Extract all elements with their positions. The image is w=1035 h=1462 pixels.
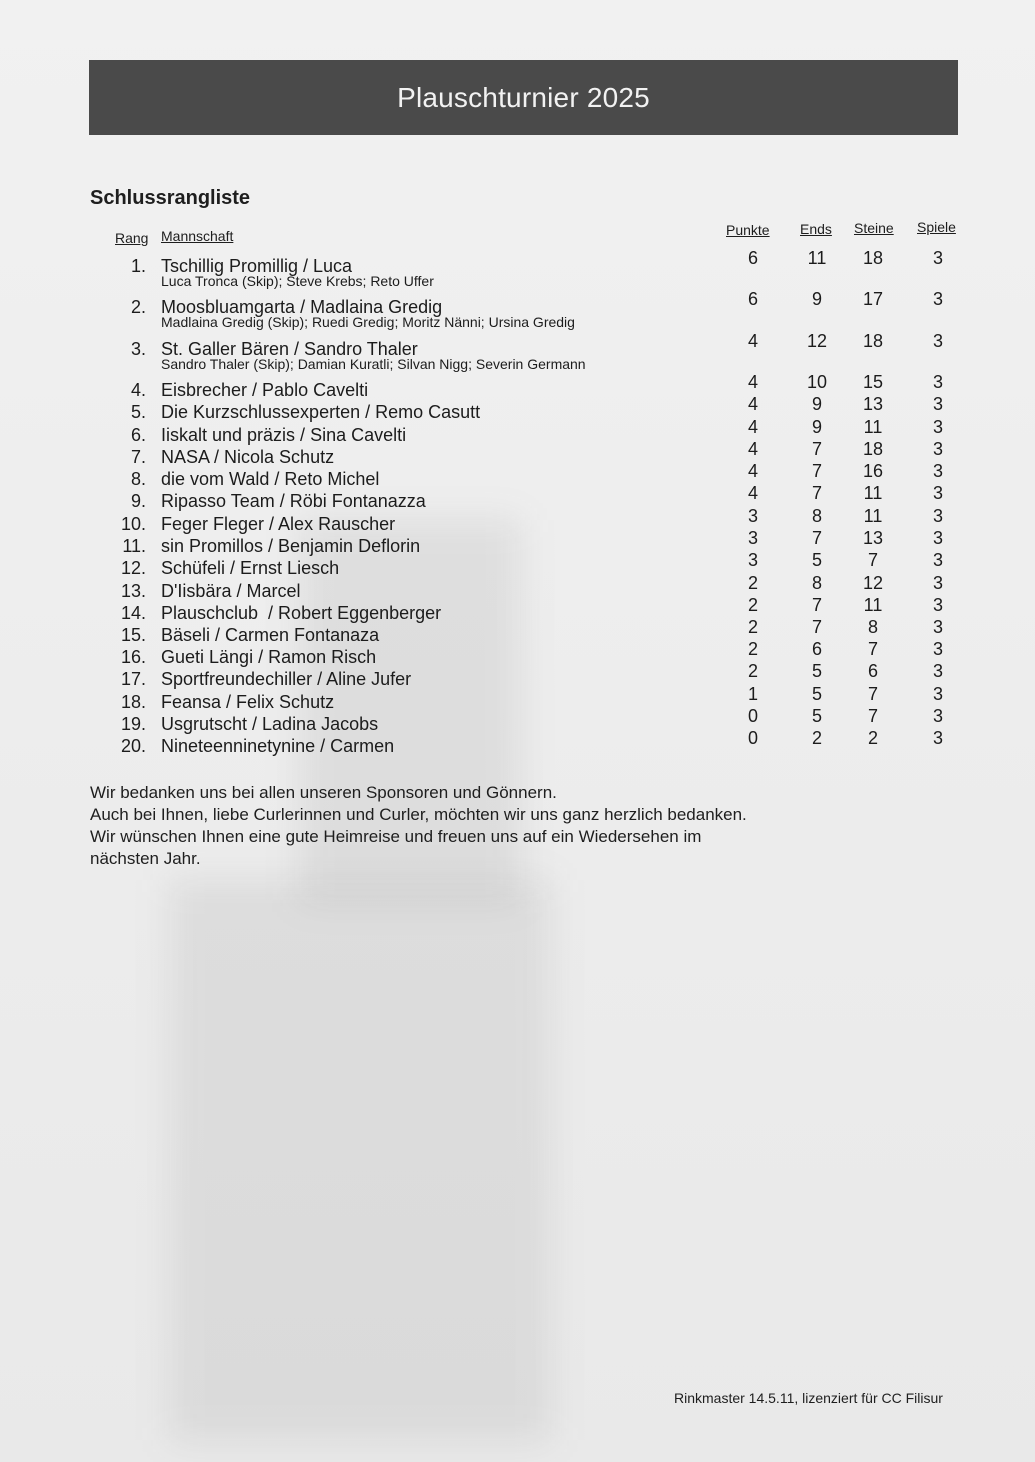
team-name: Sportfreundechiller / Aline Jufer (161, 669, 412, 689)
games-cell: 3 (932, 461, 943, 481)
games-cell: 3 (932, 394, 943, 414)
stones-cell: 17 (862, 289, 884, 309)
ends-cell: 8 (811, 573, 822, 593)
stones-cell: 7 (867, 684, 878, 704)
team-name: Tschillig Promillig / Luca (161, 256, 353, 276)
stones-cell: 15 (862, 372, 884, 392)
team-name: NASA / Nicola Schutz (161, 447, 335, 467)
points-cell: 4 (747, 439, 758, 459)
rank-cell: 9. (130, 491, 146, 511)
games-cell: 3 (932, 483, 943, 503)
thanks-line: Wir wünschen Ihnen eine gute Heimreise und freuen uns auf ein Wiedersehen im (90, 827, 702, 846)
column-header-games: Spiele (917, 219, 956, 235)
stones-cell: 16 (862, 461, 884, 481)
rank-cell: 5. (130, 402, 146, 422)
games-cell: 3 (932, 661, 943, 681)
stones-cell: 11 (863, 483, 883, 503)
stones-cell: 7 (867, 639, 878, 659)
team-name: Gueti Längi / Ramon Risch (161, 647, 377, 667)
team-name: Moosbluamgarta / Madlaina Gredig (161, 297, 443, 317)
team-name: Plauschclub / Robert Eggenberger (161, 603, 442, 623)
table-row (0, 248, 1035, 289)
points-cell: 3 (747, 550, 758, 570)
points-cell: 2 (747, 661, 758, 681)
games-cell: 3 (932, 684, 943, 704)
games-cell: 3 (932, 528, 943, 548)
thanks-line: Wir bedanken uns bei allen unseren Sponsoren und Gönnern. (90, 783, 557, 802)
rank-cell: 12. (120, 558, 146, 578)
games-cell: 3 (932, 331, 943, 351)
games-cell: 3 (932, 439, 943, 459)
rank-cell: 3. (130, 339, 146, 359)
team-name: Feger Fleger / Alex Rauscher (161, 514, 396, 534)
ends-cell: 5 (811, 684, 822, 704)
points-cell: 6 (747, 289, 758, 309)
column-header-points: Punkte (726, 222, 770, 238)
table-row (0, 331, 1035, 372)
stones-cell: 18 (862, 248, 884, 268)
rank-cell: 16. (120, 647, 146, 667)
stones-cell: 7 (867, 550, 878, 570)
ends-cell: 6 (811, 639, 822, 659)
games-cell: 3 (932, 417, 943, 437)
team-name: Nineteenninetynine / Carmen (161, 736, 395, 756)
points-cell: 6 (747, 248, 758, 268)
stones-cell: 18 (862, 439, 884, 459)
column-header-ends: Ends (800, 221, 832, 237)
games-cell: 3 (932, 706, 943, 726)
team-name: Die Kurzschlussexperten / Remo Casutt (161, 402, 481, 422)
ends-cell: 9 (811, 417, 822, 437)
ends-cell: 7 (811, 617, 822, 637)
points-cell: 3 (747, 506, 758, 526)
games-cell: 3 (932, 595, 943, 615)
points-cell: 4 (747, 461, 758, 481)
points-cell: 4 (747, 417, 758, 437)
games-cell: 3 (932, 728, 943, 748)
games-cell: 3 (932, 289, 943, 309)
games-cell: 3 (932, 550, 943, 570)
stones-cell: 11 (863, 595, 883, 615)
page-title: Plauschturnier 2025 (397, 81, 650, 113)
rank-cell: 1. (130, 256, 146, 276)
points-cell: 2 (747, 639, 758, 659)
points-cell: 1 (747, 684, 758, 704)
team-name: Eisbrecher / Pablo Cavelti (161, 380, 369, 400)
ends-cell: 7 (811, 461, 822, 481)
points-cell: 4 (747, 372, 758, 392)
section-title: Schlussrangliste (90, 187, 251, 209)
points-cell: 0 (747, 728, 758, 748)
stones-cell: 18 (862, 331, 884, 351)
points-cell: 2 (747, 573, 758, 593)
team-name: Bäseli / Carmen Fontanaza (161, 625, 380, 645)
rank-cell: 8. (130, 469, 146, 489)
points-cell: 2 (747, 617, 758, 637)
column-header-team: Mannschaft (161, 228, 234, 244)
thanks-line: nächsten Jahr. (90, 849, 201, 868)
points-cell: 4 (747, 394, 758, 414)
team-name: die vom Wald / Reto Michel (161, 469, 380, 489)
stones-cell: 13 (862, 394, 884, 414)
ends-cell: 9 (811, 289, 822, 309)
shadow-area (170, 880, 550, 1440)
rank-cell: 7. (130, 447, 146, 467)
rank-cell: 13. (120, 581, 146, 601)
ends-cell: 11 (807, 248, 827, 268)
stones-cell: 2 (867, 728, 878, 748)
rank-cell: 18. (120, 692, 146, 712)
rank-cell: 6. (130, 425, 146, 445)
games-cell: 3 (932, 506, 943, 526)
rank-cell: 4. (130, 380, 146, 400)
points-cell: 0 (747, 706, 758, 726)
points-cell: 2 (747, 595, 758, 615)
ends-cell: 5 (811, 706, 822, 726)
ends-cell: 7 (811, 595, 822, 615)
team-name: Schüfeli / Ernst Liesch (161, 558, 340, 578)
stones-cell: 6 (867, 661, 878, 681)
points-cell: 4 (747, 483, 758, 503)
games-cell: 3 (932, 639, 943, 659)
rank-cell: 14. (120, 603, 146, 623)
team-members: Madlaina Gredig (Skip); Ruedi Gredig; Moritz Nänni; Ursina Gredig (161, 314, 575, 330)
ends-cell: 8 (811, 506, 822, 526)
table-row (0, 728, 1035, 758)
rank-cell: 17. (120, 669, 146, 689)
rank-cell: 20. (120, 736, 146, 756)
team-name: sin Promillos / Benjamin Deflorin (161, 536, 421, 556)
ends-cell: 10 (806, 372, 828, 392)
ends-cell: 2 (811, 728, 822, 748)
stones-cell: 7 (867, 706, 878, 726)
thanks-line: Auch bei Ihnen, liebe Curlerinnen und Curler, möchten wir uns ganz herzlich bedanken. (90, 805, 747, 824)
team-name: D'Iisbära / Marcel (161, 581, 301, 601)
title-bar (89, 60, 958, 135)
games-cell: 3 (932, 573, 943, 593)
column-header-stones: Steine (854, 220, 894, 236)
ends-cell: 7 (811, 439, 822, 459)
team-name: Ripasso Team / Röbi Fontanazza (161, 491, 426, 511)
ends-cell: 5 (811, 550, 822, 570)
ends-cell: 5 (811, 661, 822, 681)
games-cell: 3 (932, 372, 943, 392)
team-name: Iiskalt und präzis / Sina Cavelti (161, 425, 407, 445)
stones-cell: 11 (863, 417, 883, 437)
footer-note: Rinkmaster 14.5.11, lizenziert für CC Filisur (674, 1390, 943, 1406)
team-members: Luca Tronca (Skip); Steve Krebs; Reto Uffer (161, 273, 434, 289)
rank-cell: 10. (120, 514, 146, 534)
team-name: Feansa / Felix Schutz (161, 692, 335, 712)
column-header-rank: Rang (115, 230, 149, 246)
ends-cell: 12 (806, 331, 828, 351)
rank-cell: 19. (120, 714, 146, 734)
rank-cell: 2. (130, 297, 146, 317)
rank-cell: 15. (120, 625, 146, 645)
table-row (0, 289, 1035, 330)
games-cell: 3 (932, 617, 943, 637)
stones-cell: 8 (867, 617, 878, 637)
stones-cell: 11 (863, 506, 883, 526)
team-members: Sandro Thaler (Skip); Damian Kuratli; Silvan Nigg; Severin Germann (161, 356, 586, 372)
thanks-paragraph (90, 782, 747, 870)
team-name: Usgrutscht / Ladina Jacobs (161, 714, 379, 734)
points-cell: 4 (747, 331, 758, 351)
rank-cell: 11. (122, 536, 146, 556)
stones-cell: 13 (862, 528, 884, 548)
ends-cell: 7 (811, 528, 822, 548)
ends-cell: 9 (811, 394, 822, 414)
stones-cell: 12 (862, 573, 884, 593)
games-cell: 3 (932, 248, 943, 268)
team-name: St. Galler Bären / Sandro Thaler (161, 339, 418, 359)
ends-cell: 7 (811, 483, 822, 503)
points-cell: 3 (747, 528, 758, 548)
